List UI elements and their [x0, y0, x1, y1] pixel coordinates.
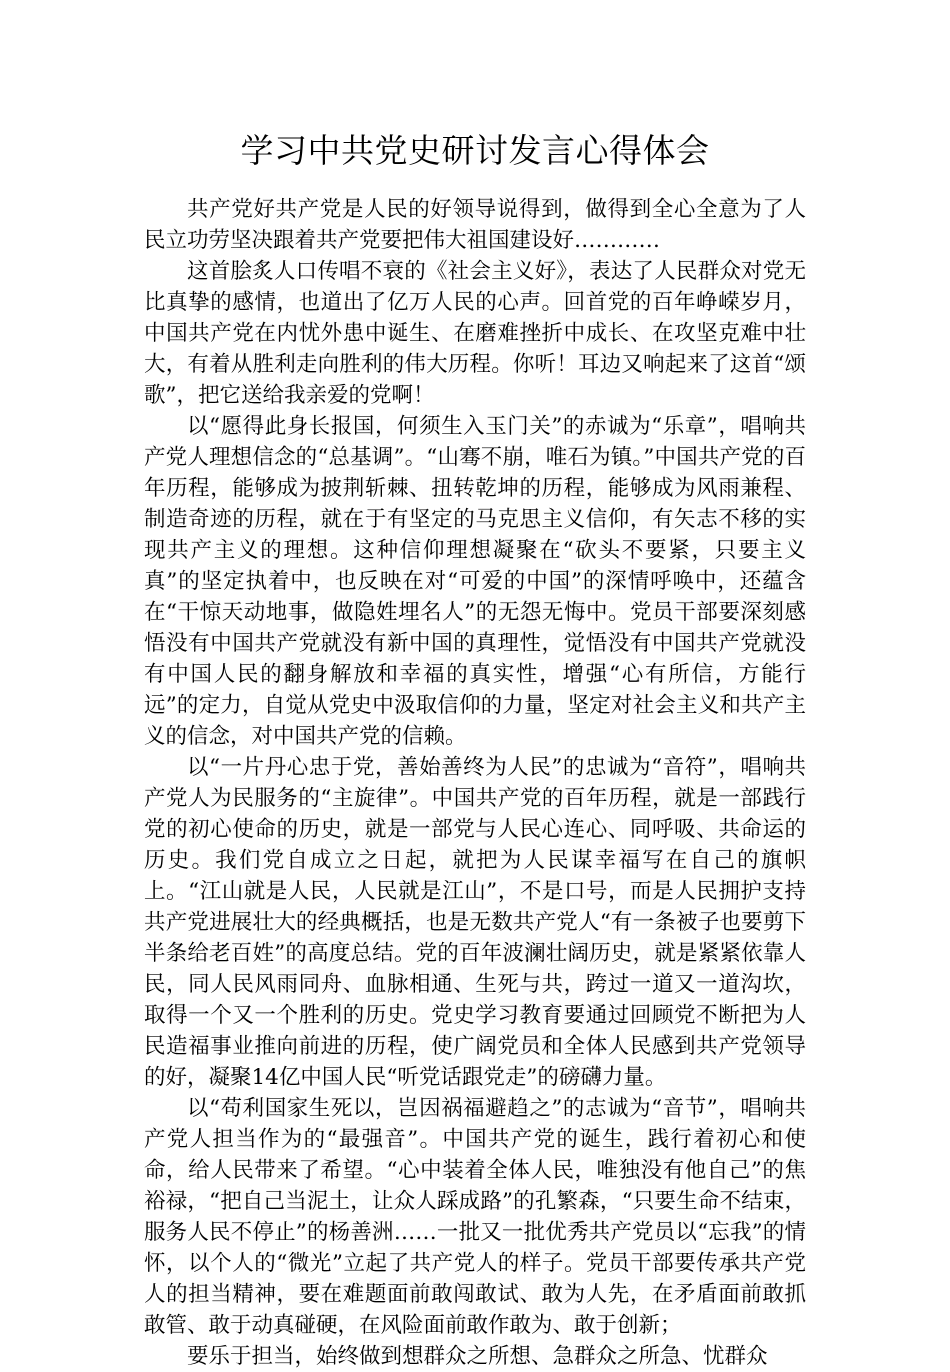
- document-page: [144, 0, 806, 1372]
- paragraph-4: 以“一片丹心忠于党，善始善终为人民”的忠诚为“音符”，唱响共产党人为民服务的“主旋律”。中国共产党的百年历程，就是一部践行党的初心使命的历史，就是一部党与人民心连心、同呼吸、共命运的历史。我们党自成立之日起，就把为人民谋幸福写在自己的旗帜上。“江山就是人民，人民就是江山”，不是口号，而是人民拥护支持共产党进展壮大的经典概括，也是无数共产党人“有一条被子也要剪下半条给老百姓”的高度总结。党的百年波澜壮阔历史，就是紧紧依靠人民，同人民风雨同舟、血脉相通、生死与共，跨过一道又一道沟坎，取得一个又一个胜利的历史。党史学习教育要通过回顾党不断把为人民造福事业推向前进的历程，使广阔党员和全体人民感到共产党领导的好，凝聚14亿中国人民“听党话跟党走”的磅礴力量。: [144, 755, 806, 1090]
- document-title: 学习中共党史研讨发言心得体会: [240, 131, 710, 170]
- paragraph-2: 这首脍炙人口传唱不衰的《社会主义好》，表达了人民群众对党无比真挚的感情，也道出了亿万人民的心声。回首党的百年峥嵘岁月，中国共产党在内忧外患中诞生、在磨难挫折中成长、在攻坚克难中壮大，有着从胜利走向胜利的伟大历程。你听！耳边又响起来了这首“颂歌”，把它送给我亲爱的党啊！: [144, 259, 806, 408]
- paragraph-3: 以“愿得此身长报国，何须生入玉门关”的赤诚为“乐章”，唱响共产党人理想信念的“总基调”。“山骞不崩，唯石为镇。”中国共产党的百年历程，能够成为披荆斩棘、扭转乾坤的历程，能够成为风雨兼程、制造奇迹的历程，就在于有坚定的马克思主义信仰，有矢志不移的实现共产主义的理想。这种信仰理想凝聚在“砍头不要紧，只要主义真”的坚定执着中，也反映在对“可爱的中国”的深情呼唤中，还蕴含在“干惊天动地事，做隐姓埋名人”的无怨无悔中。党员干部要深刻感悟没有中国共产党就没有新中国的真理性，觉悟没有中国共产党就没有中国人民的翻身解放和幸福的真实性，增强“心有所信，方能行远”的定力，自觉从党史中汲取信仰的力量，坚定对社会主义和共产主义的信念，对中国共产党的信赖。: [144, 414, 806, 749]
- paragraph-5: 以“苟利国家生死以，岂因祸福避趋之”的志诚为“音节”，唱响共产党人担当作为的“最强音”。中国共产党的诞生，践行着初心和使命，给人民带来了希望。“心中装着全体人民，唯独没有他自己”的焦裕禄，“把自己当泥土，让众人踩成路”的孔繁森，“只要生命不结束，服务人民不停止”的杨善洲……一批又一批优秀共产党员以“忘我”的情怀，以个人的“微光”立起了共产党人的样子。党员干部要传承共产党人的担当精神，要在难题面前敢闯敢试、敢为人先，在矛盾面前敢抓敢管、敢于动真碰硬，在风险面前敢作敢为、敢于创新；: [144, 1096, 806, 1338]
- document-body: [144, 194, 806, 1372]
- paragraph-1: 共产党好共产党是人民的好领导说得到，做得到全心全意为了人民立功劳坚决跟着共产党要把伟大祖国建设好…………: [144, 197, 806, 253]
- paragraph-6: 要乐于担当，始终做到想群众之所想、急群众之所急、忧群众: [187, 1344, 768, 1369]
